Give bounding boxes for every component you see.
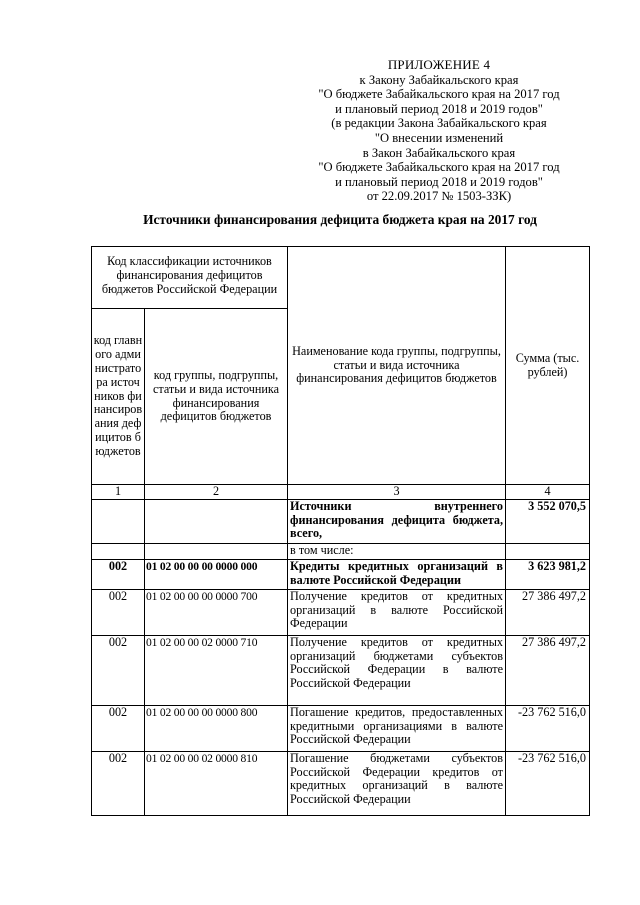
table-row [92,543,590,559]
row-amount: 3 623 981,2 [506,559,590,589]
row-amount: -23 762 516,0 [506,705,590,751]
financing-sources-table [91,246,590,816]
appendix-header [300,58,578,204]
header-line: (в редакции Закона Забайкальского края [331,116,547,131]
col-header-code: код группы, подгруппы, статьи и вида источника финансирования дефицитов бюджетов [145,309,288,485]
row-name: Получение кредитов от кредитных организаций бюджетами субъектов Российской Федерации в валюте Российской Федерации [288,635,506,705]
row-admin-code [92,543,145,559]
table-row [92,705,590,751]
row-amount: 27 386 497,2 [506,635,590,705]
row-amount: -23 762 516,0 [506,751,590,815]
row-source-code [145,499,288,543]
row-admin-code: 002 [92,751,145,815]
row-amount: 27 386 497,2 [506,589,590,635]
header-line: и плановый период 2018 и 2019 годов" [335,174,543,189]
header-line: и плановый период 2018 и 2019 годов" [335,101,543,116]
row-source-code: 01 02 00 00 02 0000 810 [145,751,288,815]
row-source-code [145,543,288,559]
row-admin-code: 002 [92,705,145,751]
table-row [92,751,590,815]
row-admin-code: 002 [92,559,145,589]
row-source-code: 01 02 00 00 00 0000 800 [145,705,288,751]
table-row [92,559,590,589]
header-line: к Закону Забайкальского края [359,72,519,87]
row-source-code: 01 02 00 00 02 0000 710 [145,635,288,705]
row-amount: 3 552 070,5 [506,499,590,543]
classification-group-header: Код классификации источников финансирования дефицитов бюджетов Российской Федерации [92,247,288,309]
row-name: Погашение бюджетами субъектов Российской Федерации кредитов от кредитных организаций в валюте Российской Федерации [288,751,506,815]
appendix-title: ПРИЛОЖЕНИЕ 4 [387,57,491,72]
col-header-name: Наименование кода группы, подгруппы, статьи и вида источника финансирования дефицитов бюджетов [288,247,506,485]
header-line: в Закон Забайкальского края [362,145,516,160]
row-name: Погашение кредитов, предоставленных кредитными организациями в валюте Российской Федерации [288,705,506,751]
col-header-admin: код главного администратора источников финансирования дефицитов бюджетов [92,309,145,485]
col-number: 2 [145,485,288,500]
row-source-code: 01 02 00 00 00 0000 000 [145,559,288,589]
row-admin-code: 002 [92,635,145,705]
row-name: Источники внутреннего финансирования дефицита бюджета, всего, [288,499,506,543]
row-source-code: 01 02 00 00 00 0000 700 [145,589,288,635]
table-row [92,499,590,543]
header-line: "О внесении изменений [374,130,504,145]
table-row [92,589,590,635]
col-header-sum: Сумма (тыс. рублей) [506,247,590,485]
row-name: Получение кредитов от кредитных организаций в валюте Российской Федерации [288,589,506,635]
table-row [92,635,590,705]
row-amount [506,543,590,559]
row-admin-code: 002 [92,589,145,635]
row-name: Кредиты кредитных организаций в валюте Российской Федерации [288,559,506,589]
col-number: 4 [506,485,590,500]
row-admin-code [92,499,145,543]
header-line: от 22.09.2017 № 1503-ЗЗК) [366,189,512,204]
document-title: Источники финансирования дефицита бюджета края на 2017 год [143,212,537,227]
row-name: в том числе: [288,543,506,559]
col-number: 3 [288,485,506,500]
col-number: 1 [92,485,145,500]
header-line: "О бюджете Забайкальского края на 2017 год [318,160,560,175]
header-line: "О бюджете Забайкальского края на 2017 год [318,87,560,102]
